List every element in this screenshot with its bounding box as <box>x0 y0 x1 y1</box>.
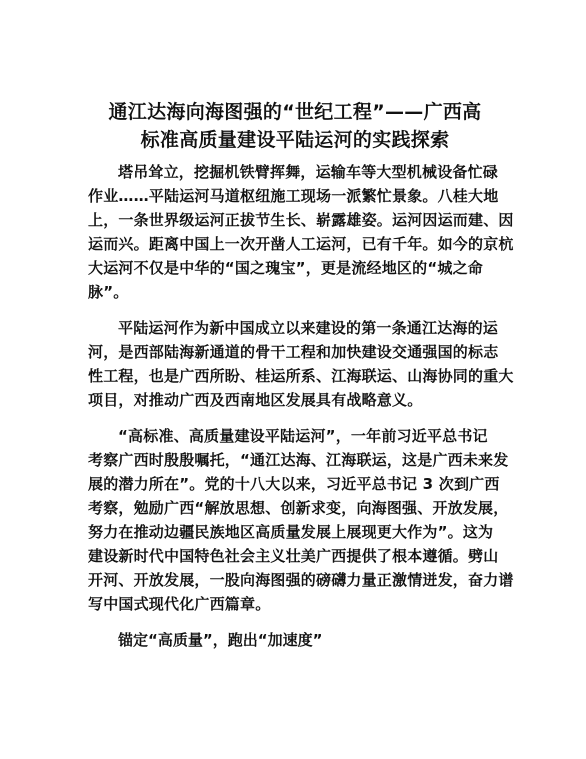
paragraph-line: 项目，对推动广西及西南地区发展具有战略意义。 <box>88 391 423 409</box>
paragraph-line: 努力在推动边疆民族地区高质量发展上展现更大作为”。这为 <box>88 523 494 541</box>
paragraph-line: 脉”。 <box>88 283 129 301</box>
title-line: 标准高质量建设平陆运河的实践探索 <box>140 129 450 151</box>
paragraph-2 <box>88 316 514 412</box>
paragraph-line: 考察广西时殷殷嘱托，“通江达海、江海联运，这是广西未来发 <box>88 451 509 469</box>
paragraph-line: 性工程，也是广西所盼、桂运所系、江海联运、山海协同的重大 <box>88 367 514 385</box>
article-title <box>80 98 510 154</box>
paragraph-line: 展的潜力所在”。党的十八大以来，习近平总书记 3 次到广西 <box>88 475 500 493</box>
paragraph-line: 建设新时代中国特色社会主义壮美广西提供了根本遵循。劈山 <box>88 547 499 565</box>
paragraph-line: 河，是西部陆海新通道的骨干工程和加快建设交通强国的标志 <box>88 343 499 361</box>
paragraph-line: 写中国式现代化广西篇章。 <box>88 595 271 613</box>
title-line: 通江达海向海图强的“世纪工程”——广西高 <box>108 101 482 123</box>
paragraph-line: 上，一条世界级运河正拔节生长、崭露雄姿。运河因运而建、因 <box>88 211 514 229</box>
paragraph-line: 塔吊耸立，挖掘机铁臂挥舞，运输车等大型机械设备忙碌 <box>118 163 499 181</box>
article-body <box>88 160 514 652</box>
paragraph-line: 作业……平陆运河马道枢纽施工现场一派繁忙景象。八桂大地 <box>88 187 499 205</box>
section-subheading: 锚定“高质量”，跑出“加速度” <box>118 631 323 649</box>
paragraph-line: 大运河不仅是中华的“国之瑰宝”，更是流经地区的“城之命 <box>88 259 483 277</box>
paragraph-line: 考察，勉励广西“解放思想、创新求变，向海图强、开放发展， <box>88 499 509 517</box>
paragraph-line: “高标准、高质量建设平陆运河”，一年前习近平总书记 <box>118 427 488 445</box>
paragraph-3 <box>88 424 514 616</box>
paragraph-line: 开河、开放发展，一股向海图强的磅礴力量正激情迸发，奋力谱 <box>88 571 514 589</box>
paragraph-line: 运而兴。距离中国上一次开凿人工运河，已有千年。如今的京杭 <box>88 235 514 253</box>
paragraph-1 <box>88 160 514 304</box>
paragraph-line: 平陆运河作为新中国成立以来建设的第一条通江达海的运 <box>118 319 499 337</box>
